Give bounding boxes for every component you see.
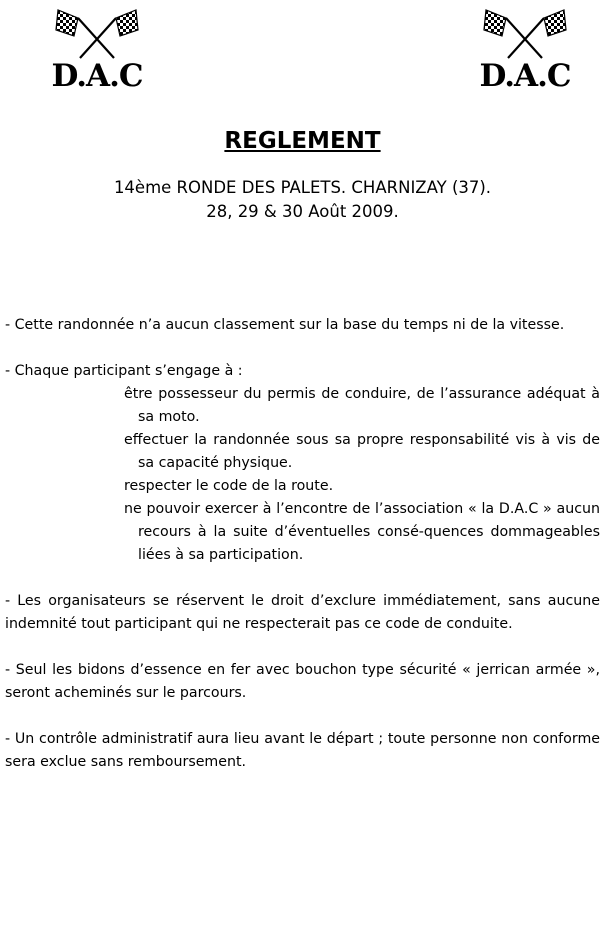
dac-logo-left xyxy=(42,8,152,94)
logo-text-left: D.A.C xyxy=(51,58,143,94)
dac-logo-right xyxy=(470,8,580,94)
commitment-item: respecter le code de la route. xyxy=(124,478,334,494)
commitment-item: ne pouvoir exercer à l’encontre de l’association « la D.A.C » aucun recours à la suite d’éventuelles consé-quences dommageables liées à sa participation. xyxy=(124,501,600,563)
event-dates: 28, 29 & 30 Août 2009. xyxy=(206,202,399,221)
checkered-flags-icon xyxy=(54,8,140,60)
rule-paragraph-2-intro: - Chaque participant s’engage à : xyxy=(5,363,243,379)
commitments-list xyxy=(5,383,600,567)
rule-paragraph-5: - Un contrôle administratif aura lieu avant le départ ; toute personne non conforme sera exclue sans remboursement. xyxy=(5,731,600,770)
event-name: 14ème RONDE DES PALETS. CHARNIZAY (37). xyxy=(113,178,492,197)
logo-text-right: D.A.C xyxy=(479,58,571,94)
commitment-item: effectuer la randonnée sous sa propre responsabilité vis à vis de sa capacité physique. xyxy=(124,432,600,471)
commitment-item: être possesseur du permis de conduire, de l’assurance adéquat à sa moto. xyxy=(124,386,600,425)
rule-paragraph-3: - Les organisateurs se réservent le droit d’exclure immédiatement, sans aucune indemnité tout participant qui ne respecterait pas ce code de conduite. xyxy=(5,593,600,632)
rule-paragraph-4: - Seul les bidons d’essence en fer avec bouchon type sécurité « jerrican armée », seront acheminés sur le parcours. xyxy=(5,662,600,701)
rule-paragraph-1: - Cette randonnée n’a aucun classement sur la base du temps ni de la vitesse. xyxy=(5,317,565,333)
page-title: REGLEMENT xyxy=(224,128,381,154)
rules-body xyxy=(5,314,600,797)
checkered-flags-icon xyxy=(482,8,568,60)
